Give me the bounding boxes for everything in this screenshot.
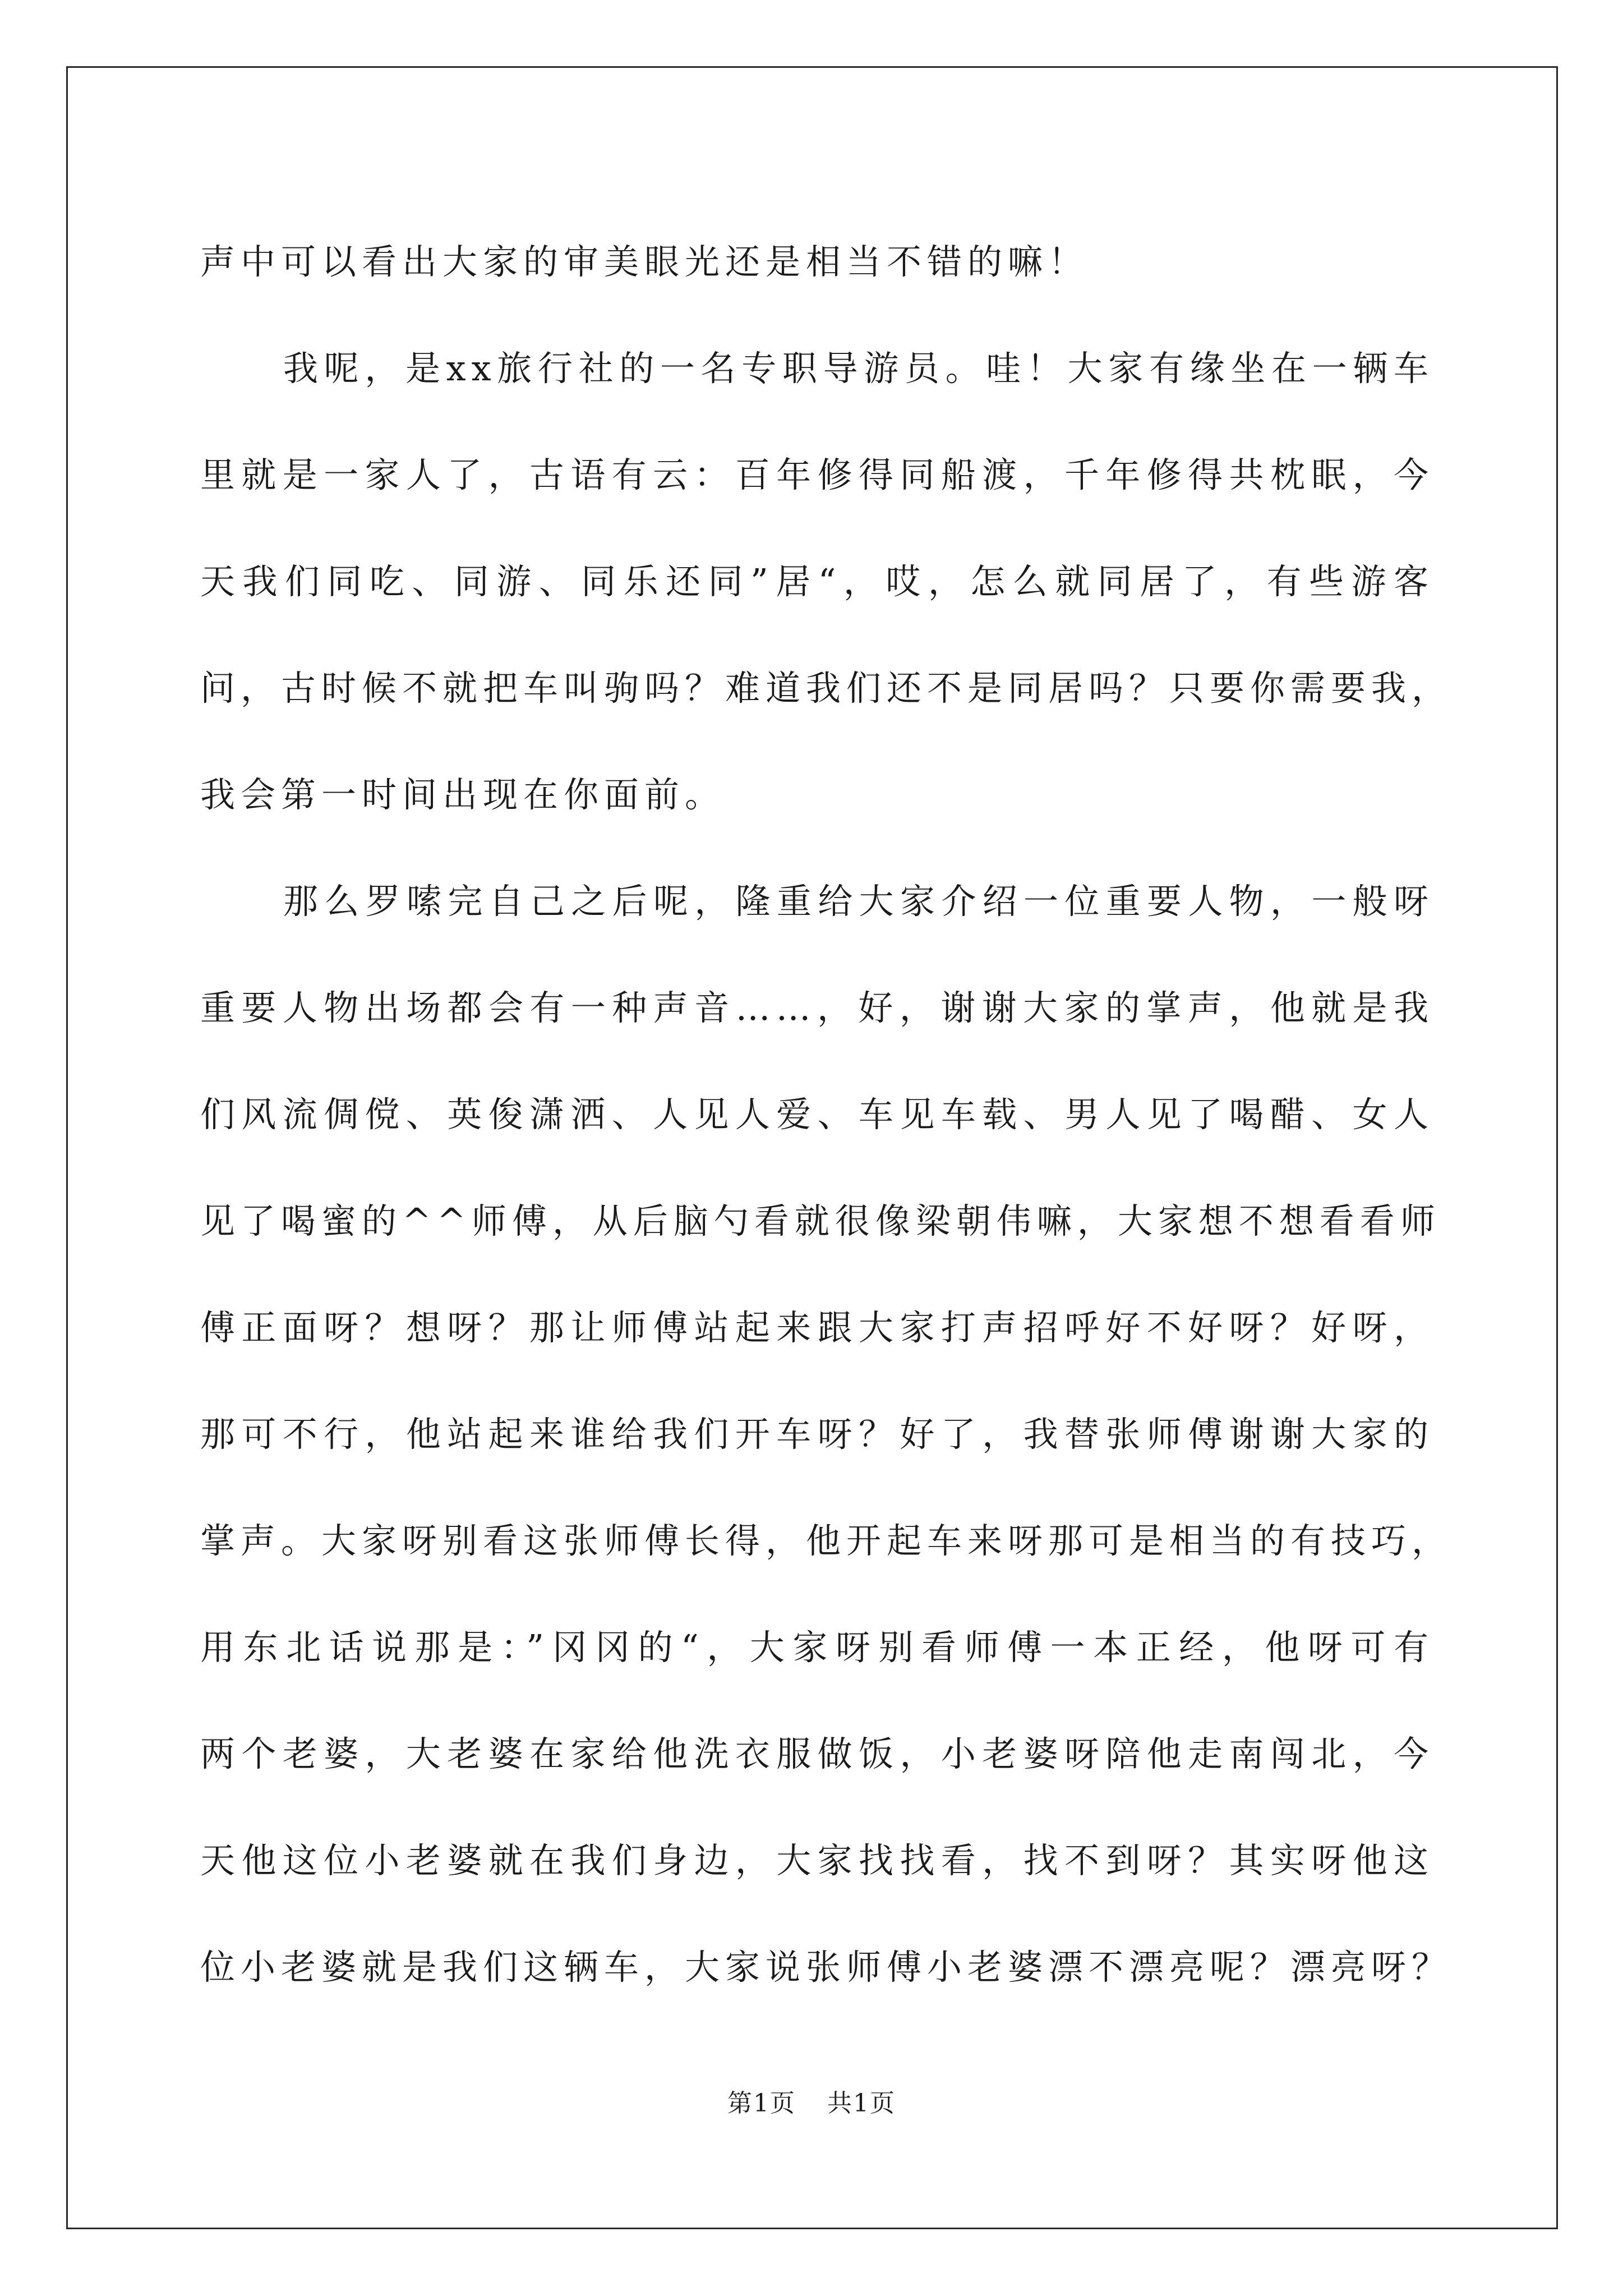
text-line: 那么罗嗦完自己之后呢，隆重给大家介绍一位重要人物，一般呀 xyxy=(283,881,1434,922)
text-line: 我会第一时间出现在你面前。 xyxy=(200,774,726,815)
text-line: 傅正面呀？想呀？那让师傅站起来跟大家打声招呼好不好呀？好呀， xyxy=(200,1307,1434,1348)
text-line: 两个老婆，大老婆在家给他洗衣服做饭，小老婆呀陪他走南闯北，今 xyxy=(200,1733,1434,1774)
page-footer xyxy=(0,2087,1623,2120)
text-line: 我呢，是xx旅行社的一名专职导游员。哇！大家有缘坐在一辆车 xyxy=(283,348,1434,389)
text-line: 里就是一家人了，古语有云：百年修得同船渡，千年修得共枕眠，今 xyxy=(200,454,1434,495)
document-body xyxy=(200,209,1453,2021)
text-line: 重要人物出场都会有一种声音……，好，谢谢大家的掌声，他就是我 xyxy=(200,987,1434,1028)
text-line: 们风流倜傥、英俊潇洒、人见人爱、车见车载、男人见了喝醋、女人 xyxy=(200,1094,1434,1135)
text-line: 见了喝蜜的^^师傅，从后脑勺看就很像梁朝伟嘛，大家想不想看看师 xyxy=(200,1200,1441,1241)
page-number-total: 共1页 xyxy=(827,2089,896,2118)
text-line: 天他这位小老婆就在我们身边，大家找找看，找不到呀？其实呀他这 xyxy=(200,1840,1434,1881)
text-line: 天我们同吃、同游、同乐还同”居“，哎，怎么就同居了，有些游客 xyxy=(200,561,1434,602)
text-line: 掌声。大家呀别看这张师傅长得，他开起车来呀那可是相当的有技巧， xyxy=(200,1520,1453,1561)
text-line: 位小老婆就是我们这辆车，大家说张师傅小老婆漂不漂亮呢？漂亮呀？ xyxy=(200,1947,1453,1987)
text-line: 用东北话说那是：”冈冈的“，大家呀别看师傅一本正经，他呀可有 xyxy=(200,1627,1434,1668)
page-number-current: 第1页 xyxy=(727,2089,796,2118)
text-line: 声中可以看出大家的审美眼光还是相当不错的嘛！ xyxy=(200,241,1089,282)
text-line: 问，古时候不就把车叫驹吗？难道我们还不是同居吗？只要你需要我， xyxy=(200,668,1453,708)
text-line: 那可不行，他站起来谁给我们开车呀？好了，我替张师傅谢谢大家的 xyxy=(200,1414,1434,1455)
